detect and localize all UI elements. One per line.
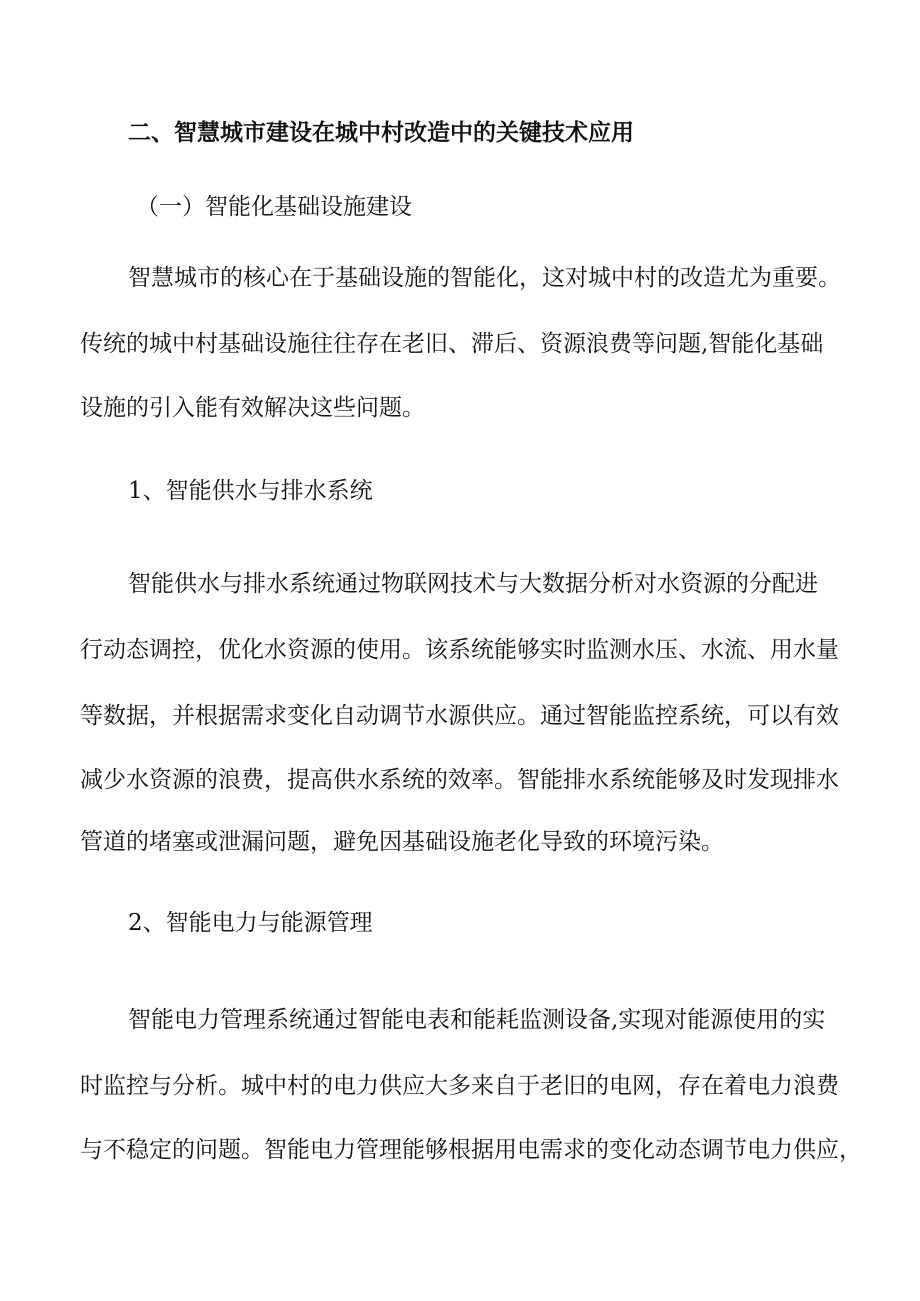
item2-heading: 2、智能电力与能源管理 (128, 910, 373, 936)
item1-line-4: 减少水资源的浪费，提高供水系统的效率。智能排水系统能够及时发现排水 (80, 767, 839, 793)
item2-line-2: 时监控与分析。城中村的电力供应大多来自于老旧的电网，存在着电力浪费 (80, 1073, 839, 1099)
item1-line-2: 行动态调控，优化水资源的使用。该系统能够实时监测水压、水流、用水量 (80, 637, 839, 663)
item1-line-5: 管道的堵塞或泄漏问题，避免因基础设施老化导致的环境污染。 (80, 829, 724, 855)
intro-line-1: 智慧城市的核心在于基础设施的智能化，这对城中村的改造尤为重要。 (128, 265, 841, 291)
item2-line-1: 智能电力管理系统通过智能电表和能耗监测设备,实现对能源使用的实 (128, 1007, 826, 1033)
intro-line-2: 传统的城中村基础设施往往存在老旧、滞后、资源浪费等问题,智能化基础 (80, 331, 824, 357)
subsection-heading: （一）智能化基础设施建设 (136, 194, 412, 220)
item1-line-3: 等数据，并根据需求变化自动调节水源供应。通过智能监控系统，可以有效 (80, 703, 839, 729)
intro-line-3: 设施的引入能有效解决这些问题。 (80, 395, 425, 421)
item1-line-1: 智能供水与排水系统通过物联网技术与大数据分析对水资源的分配进 (128, 571, 818, 597)
item1-heading: 1、智能供水与排水系统 (128, 478, 373, 504)
section-heading: 二、智慧城市建设在城中村改造中的关键技术应用 (128, 120, 634, 146)
item2-line-3: 与不稳定的问题。智能电力管理能够根据用电需求的变化动态调节电力供应， (80, 1137, 862, 1163)
